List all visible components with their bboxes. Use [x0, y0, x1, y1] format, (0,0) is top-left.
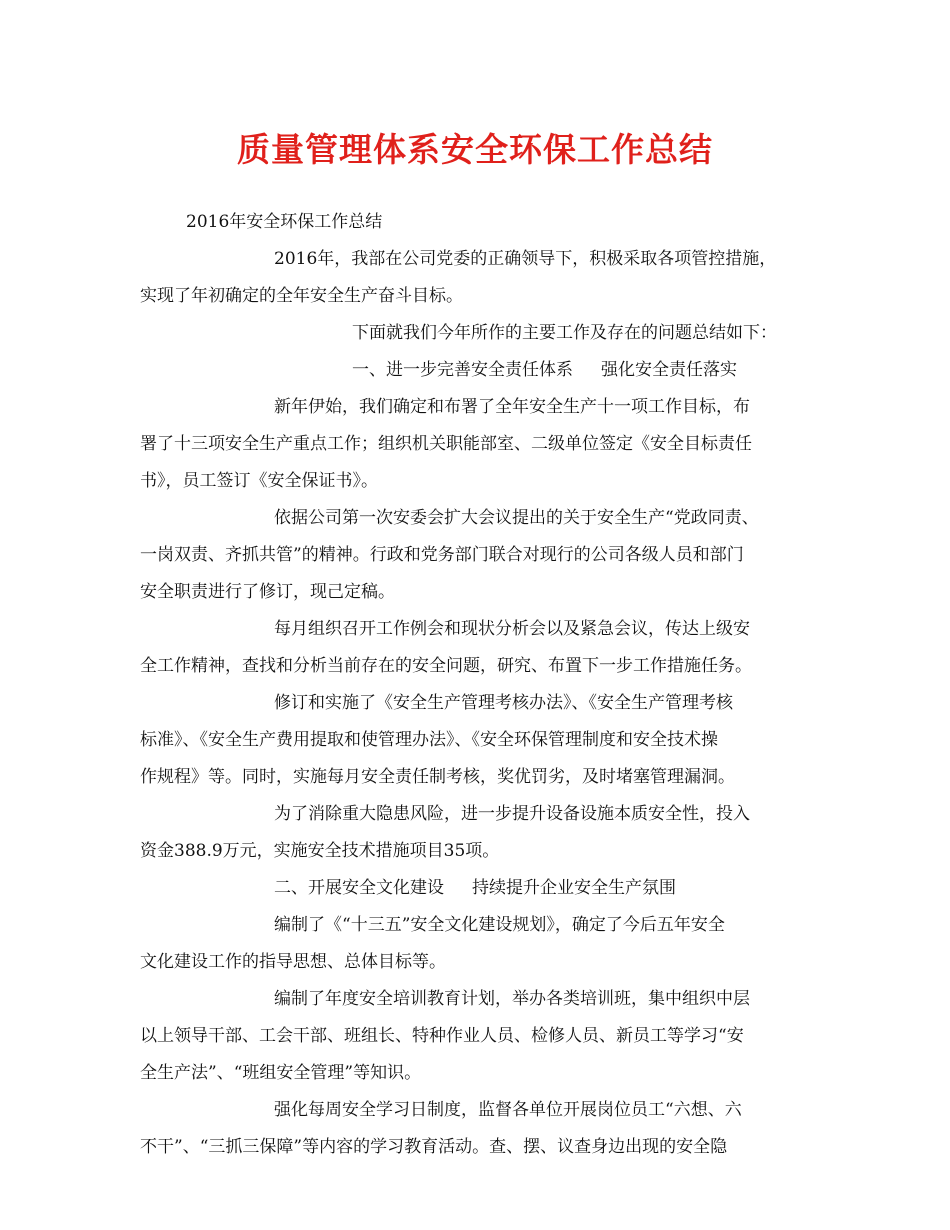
paragraph-line: 强化每周安全学习日制度，监督各单位开展岗位员工“六想、六 — [274, 1100, 742, 1120]
document-body — [140, 204, 822, 1166]
paragraph-line: 编制了《“十三五”安全文化建设规划》，确定了今后五年安全 — [274, 915, 725, 935]
paragraph-line: 下面就我们今年所作的主要工作及存在的问题总结如下： — [352, 323, 777, 343]
section-heading — [140, 352, 822, 389]
paragraph-line: 每月组织召开工作例会和现状分析会以及紧急会议，传达上级安 — [274, 619, 750, 639]
section-heading — [140, 870, 822, 907]
section-heading-part: 持续提升企业安全生产氛围 — [472, 878, 676, 898]
paragraph-line: 全生产法”、“班组安全管理”等知识。 — [140, 1063, 422, 1083]
section-heading-part: 一、进一步完善安全责任体系 — [352, 360, 573, 380]
paragraph-line: 安全职责进行了修订，现己定稿。 — [140, 582, 395, 602]
paragraph-line: 修订和实施了《安全生产管理考核办法》、《安全生产管理考核 — [274, 693, 733, 713]
document-title: 质量管理体系安全环保工作总结 — [237, 130, 713, 169]
paragraph-line: 依据公司第一次安委会扩大会议提出的关于安全生产“党政同责、 — [274, 508, 759, 528]
paragraph-line: 2016年，我部在公司党委的正确领导下，积极采取各项管控措施， — [274, 249, 777, 269]
paragraph-line: 以上领导干部、工会干部、班组长、特种作业人员、检修人员、新员工等学习“安 — [140, 1026, 744, 1046]
paragraph-line: 实现了年初确定的全年安全生产奋斗目标。 — [140, 286, 463, 306]
paragraph-line: 署了十三项安全生产重点工作；组织机关职能部室、二级单位签定《安全目标责任 — [140, 434, 752, 454]
section-heading-part: 二、开展安全文化建设 — [274, 878, 444, 898]
subtitle: 2016年安全环保工作总结 — [186, 212, 383, 232]
paragraph-line: 不干”、“三抓三保障”等内容的学习教育活动。查、摆、议查身边出现的安全隐 — [140, 1137, 728, 1157]
paragraph-line: 新年伊始，我们确定和布署了全年安全生产十一项工作目标，布 — [274, 397, 750, 417]
paragraph-line: 编制了年度安全培训教育计划，举办各类培训班，集中组织中层 — [274, 989, 750, 1009]
paragraph-line: 文化建设工作的指导思想、总体目标等。 — [140, 952, 446, 972]
section-heading-part: 强化安全责任落实 — [601, 360, 737, 380]
paragraph-line: 标准》、《安全生产费用提取和使管理办法》、《安全环保管理制度和安全技术操 — [140, 730, 718, 750]
paragraph-line: 全工作精神，查找和分析当前存在的安全问题，研究、布置下一步工作措施任务。 — [140, 656, 752, 676]
paragraph-line: 作规程》等。同时，实施每月安全责任制考核，奖优罚劣，及时堵塞管理漏洞。 — [140, 767, 735, 787]
paragraph-line: 资金388.9万元，实施安全技术措施项目35项。 — [140, 841, 500, 861]
paragraph-line: 书》，员工签订《安全保证书》。 — [140, 471, 378, 491]
paragraph-line: 为了消除重大隐患风险，进一步提升设备设施本质安全性，投入 — [274, 804, 750, 824]
paragraph-line: 一岗双责、齐抓共管”的精神。行政和党务部门联合对现行的公司各级人员和部门 — [140, 545, 744, 565]
